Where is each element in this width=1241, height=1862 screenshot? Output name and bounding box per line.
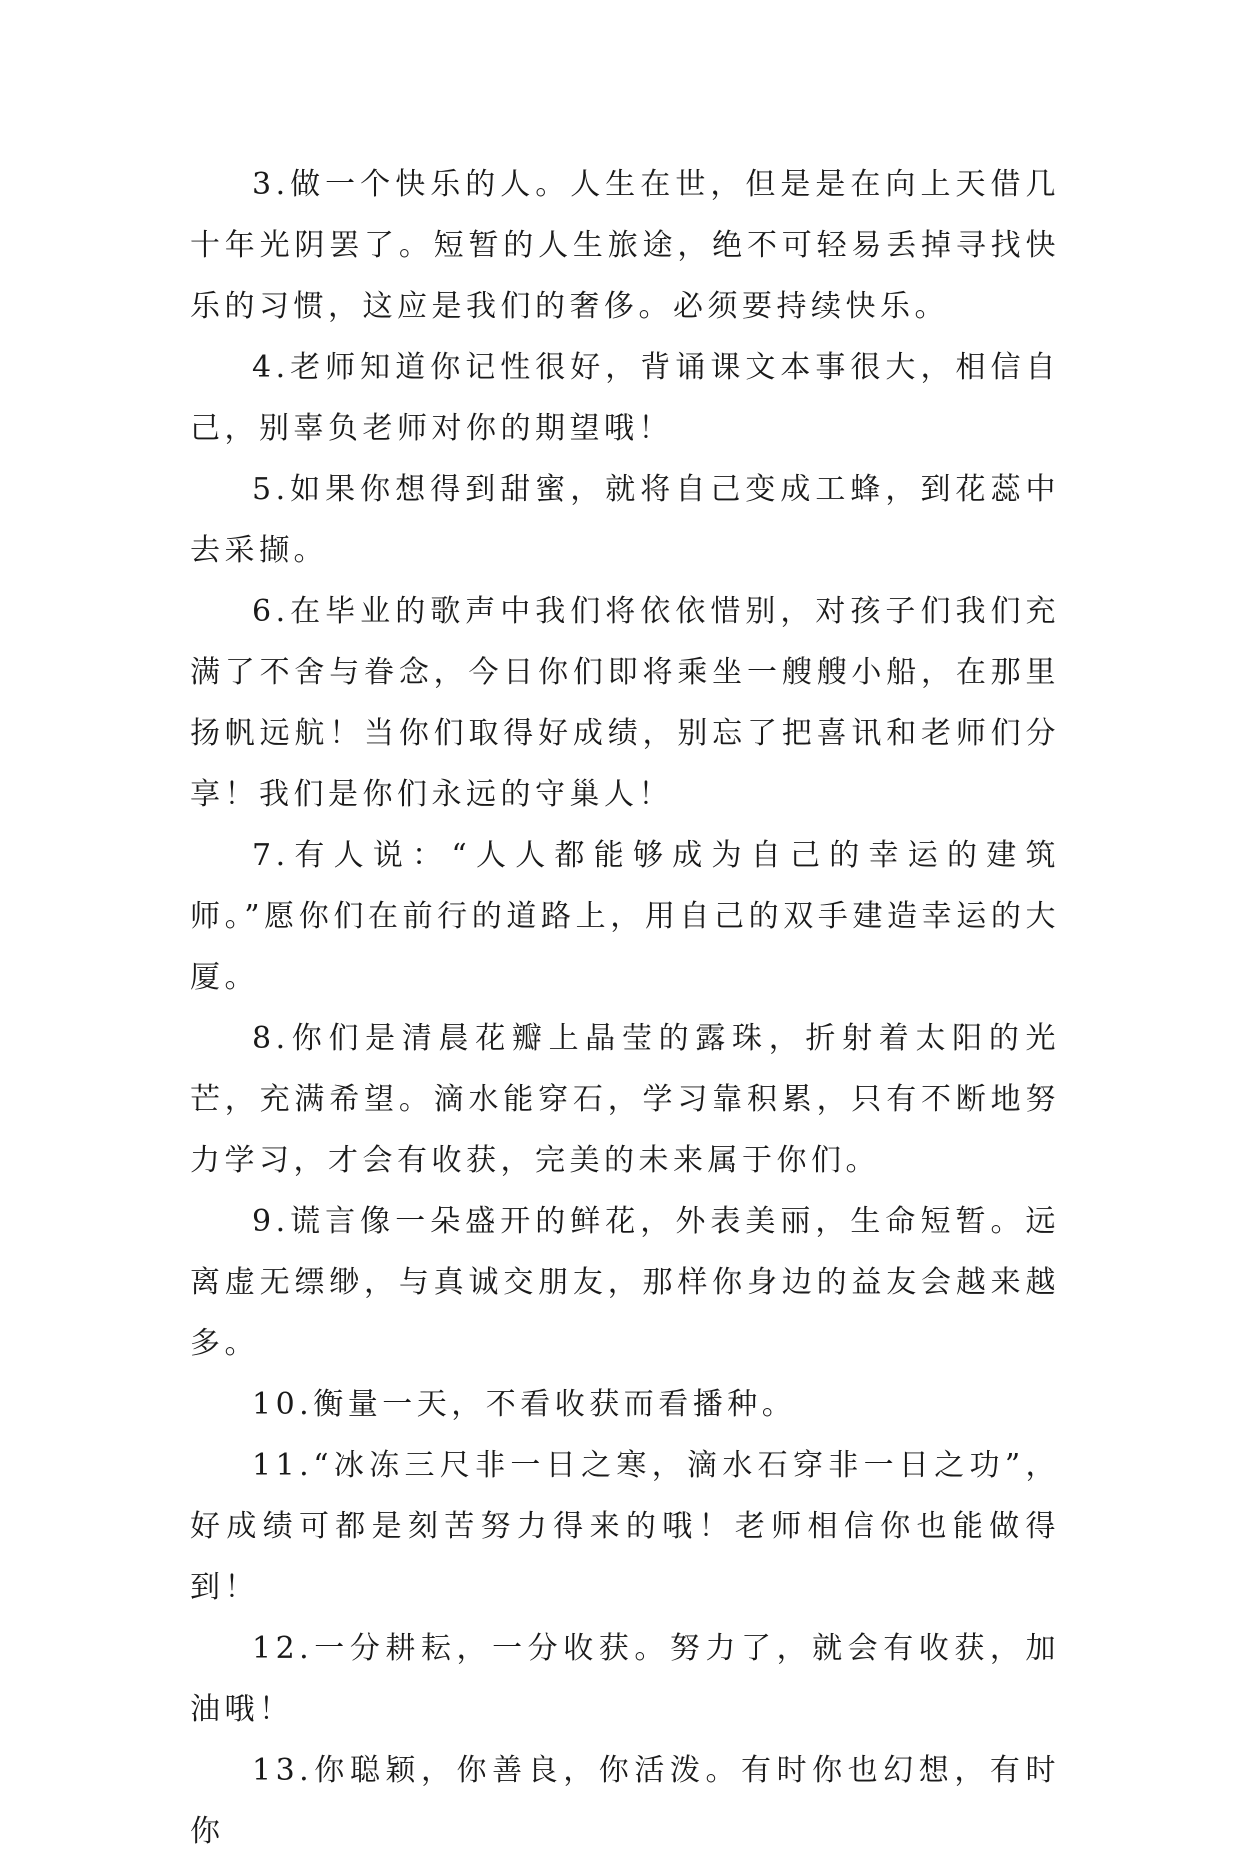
paragraph-8: 8.你们是清晨花瓣上晶莹的露珠，折射着太阳的光芒，充满希望。滴水能穿石，学习靠积累，只有不断地努力学习，才会有收获，完美的未来属于你们。	[190, 1021, 1060, 1178]
paragraph-6: 6.在毕业的歌声中我们将依依惜别，对孩子们我们充满了不舍与眷念，今日你们即将乘坐一艘艘小船，在那里扬帆远航！当你们取得好成绩，别忘了把喜讯和老师们分享！我们是你们永远的守巢人！	[190, 594, 1060, 812]
paragraph-7: 7.有人说：“人人都能够成为自己的幸运的建筑师。”愿你们在前行的道路上，用自己的双手建造幸运的大厦。	[190, 838, 1060, 995]
paragraph-11: 11.“冰冻三尺非一日之寒，滴水石穿非一日之功”，好成绩可都是刻苦努力得来的哦！老师相信你也能做得到！	[190, 1448, 1060, 1605]
paragraph-12: 12.一分耕耘，一分收获。努力了，就会有收获，加油哦！	[190, 1631, 1060, 1727]
paragraph-3: 3.做一个快乐的人。人生在世，但是是在向上天借几十年光阴罢了。短暂的人生旅途，绝不可轻易丢掉寻找快乐的习惯，这应是我们的奢侈。必须要持续快乐。	[190, 167, 1060, 324]
document-body	[190, 154, 1060, 1862]
paragraph-13: 13.你聪颖，你善良，你活泼。有时你也幻想，有时你	[190, 1753, 1060, 1849]
paragraph-4: 4.老师知道你记性很好，背诵课文本事很大，相信自己，别辜负老师对你的期望哦！	[190, 350, 1060, 446]
paragraph-5: 5.如果你想得到甜蜜，就将自己变成工蜂，到花蕊中去采撷。	[190, 472, 1060, 568]
paragraph-9: 9.谎言像一朵盛开的鲜花，外表美丽，生命短暂。远离虚无缥缈，与真诚交朋友，那样你身边的益友会越来越多。	[190, 1204, 1060, 1361]
paragraph-10: 10.衡量一天，不看收获而看播种。	[252, 1387, 797, 1422]
